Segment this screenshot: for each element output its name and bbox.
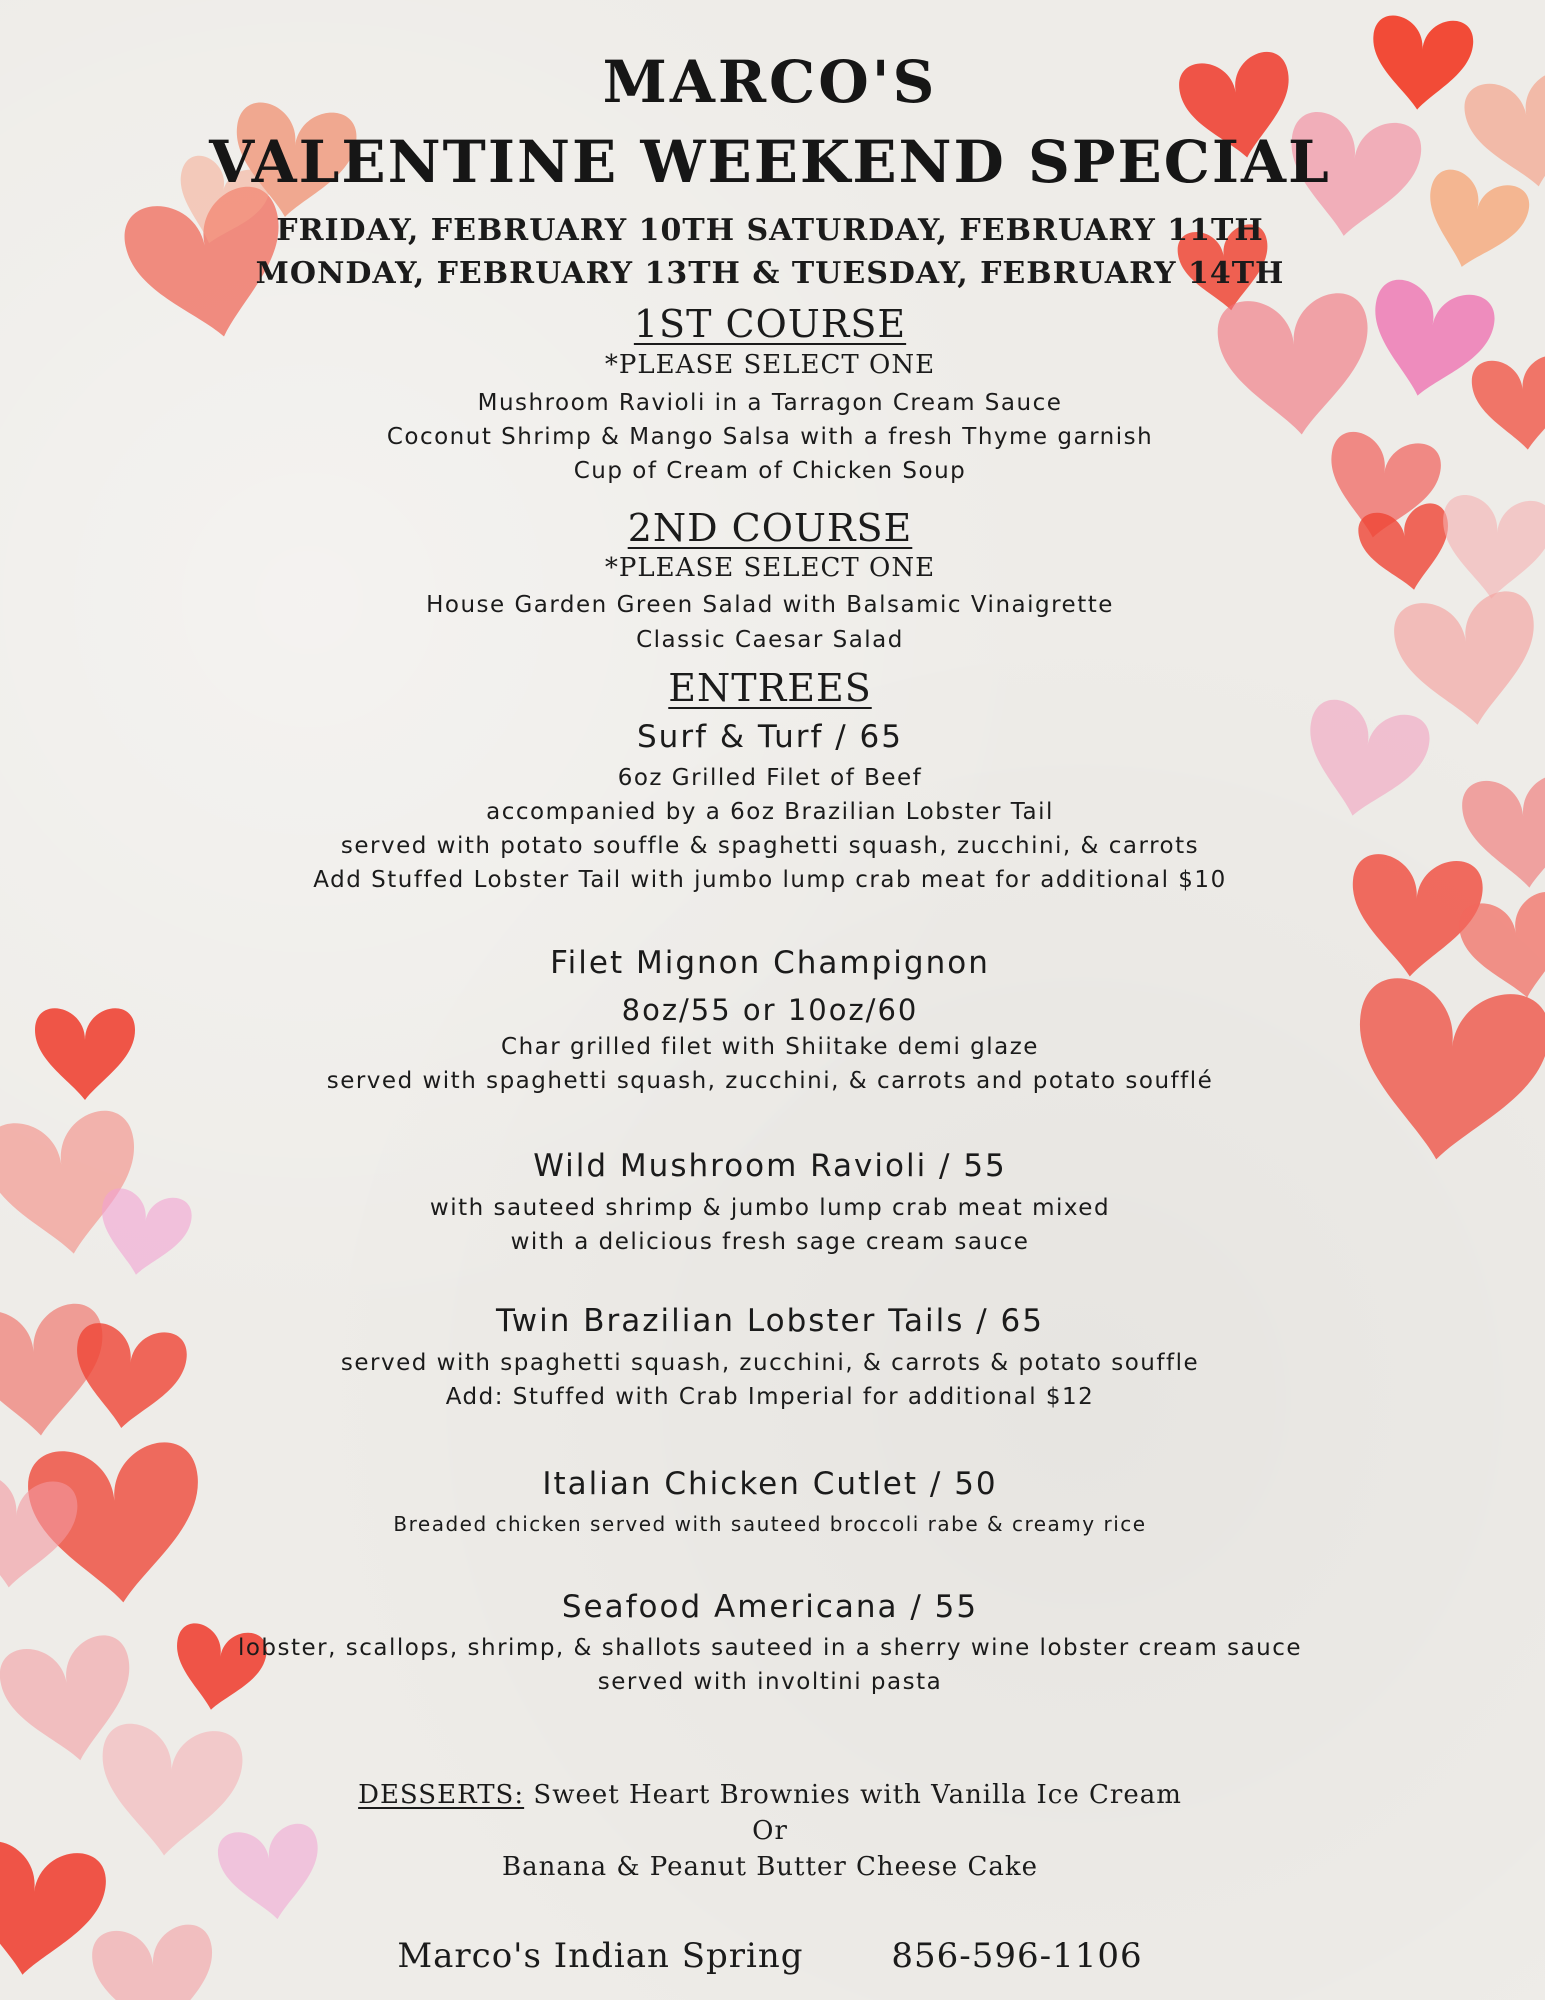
phone-number: 856-596-1106 bbox=[891, 1936, 1143, 1976]
entree-line: Char grilled filet with Shiitake demi glaze bbox=[501, 1034, 1039, 1060]
entree-line: with sauteed shrimp & jumbo lump crab meat mixed bbox=[429, 1195, 1111, 1221]
entree-name: Filet Mignon Champignon bbox=[550, 945, 990, 981]
footer bbox=[200, 1936, 1340, 1976]
dates-line-1: FRIDAY, FEBRUARY 10TH SATURDAY, FEBRUARY 11TH bbox=[276, 213, 1264, 248]
entree-line: Add: Stuffed with Crab Imperial for additional $12 bbox=[445, 1384, 1095, 1410]
entree-line: 6oz Grilled Filet of Beef bbox=[617, 765, 923, 791]
dessert-option: Sweet Heart Brownies with Vanilla Ice Cream bbox=[533, 1780, 1182, 1810]
first-course-heading: 1ST COURSE bbox=[633, 302, 907, 346]
entree-line: served with potato souffle & spaghetti squash, zucchini, & carrots bbox=[340, 833, 1200, 859]
first-course-note: *PLEASE SELECT ONE bbox=[604, 350, 936, 380]
entree-line: served with spaghetti squash, zucchini, & carrots & potato souffle bbox=[340, 1350, 1200, 1376]
dessert-option: Banana & Peanut Butter Cheese Cake bbox=[502, 1852, 1038, 1882]
entree-line: Add Stuffed Lobster Tail with jumbo lump crab meat for additional $10 bbox=[313, 867, 1227, 893]
desserts-label: DESSERTS: bbox=[358, 1780, 525, 1810]
entree-line: lobster, scallops, shrimp, & shallots sauteed in a sherry wine lobster cream sauce bbox=[237, 1635, 1303, 1661]
dates-line-2: MONDAY, FEBRUARY 13TH & TUESDAY, FEBRUARY 14TH bbox=[255, 256, 1285, 291]
restaurant-name: Marco's Indian Spring bbox=[397, 1936, 804, 1976]
entree-line: served with involtini pasta bbox=[597, 1669, 943, 1695]
second-course-note: *PLEASE SELECT ONE bbox=[604, 553, 936, 583]
desserts-line bbox=[200, 1780, 1340, 1810]
second-course-item: House Garden Green Salad with Balsamic Vinaigrette bbox=[426, 592, 1114, 618]
entree-name: Seafood Americana / 55 bbox=[561, 1589, 979, 1625]
entree-line: accompanied by a 6oz Brazilian Lobster Tail bbox=[486, 799, 1054, 825]
first-course-item: Coconut Shrimp & Mango Salsa with a fresh Thyme garnish bbox=[386, 424, 1154, 450]
entree-name: Twin Brazilian Lobster Tails / 65 bbox=[495, 1303, 1044, 1339]
first-course-item: Cup of Cream of Chicken Soup bbox=[573, 458, 967, 484]
first-course-item: Mushroom Ravioli in a Tarragon Cream Sauce bbox=[477, 390, 1063, 416]
entree-name: Italian Chicken Cutlet / 50 bbox=[542, 1466, 998, 1502]
entree-name: Surf & Turf / 65 bbox=[637, 719, 903, 755]
entree-price: 8oz/55 or 10oz/60 bbox=[621, 993, 919, 1027]
menu-title: MARCO'S bbox=[602, 48, 938, 116]
entree-name: Wild Mushroom Ravioli / 55 bbox=[533, 1148, 1007, 1184]
dessert-or: Or bbox=[752, 1816, 788, 1846]
entree-line: Breaded chicken served with sauteed broccoli rabe & creamy rice bbox=[393, 1512, 1147, 1536]
second-course-heading: 2ND COURSE bbox=[627, 506, 913, 550]
entree-line: served with spaghetti squash, zucchini, & carrots and potato soufflé bbox=[326, 1068, 1214, 1094]
second-course-item: Classic Caesar Salad bbox=[636, 627, 904, 653]
entree-line: with a delicious fresh sage cream sauce bbox=[510, 1229, 1030, 1255]
menu-subtitle: VALENTINE WEEKEND SPECIAL bbox=[209, 128, 1331, 196]
entrees-heading: ENTREES bbox=[668, 666, 872, 710]
